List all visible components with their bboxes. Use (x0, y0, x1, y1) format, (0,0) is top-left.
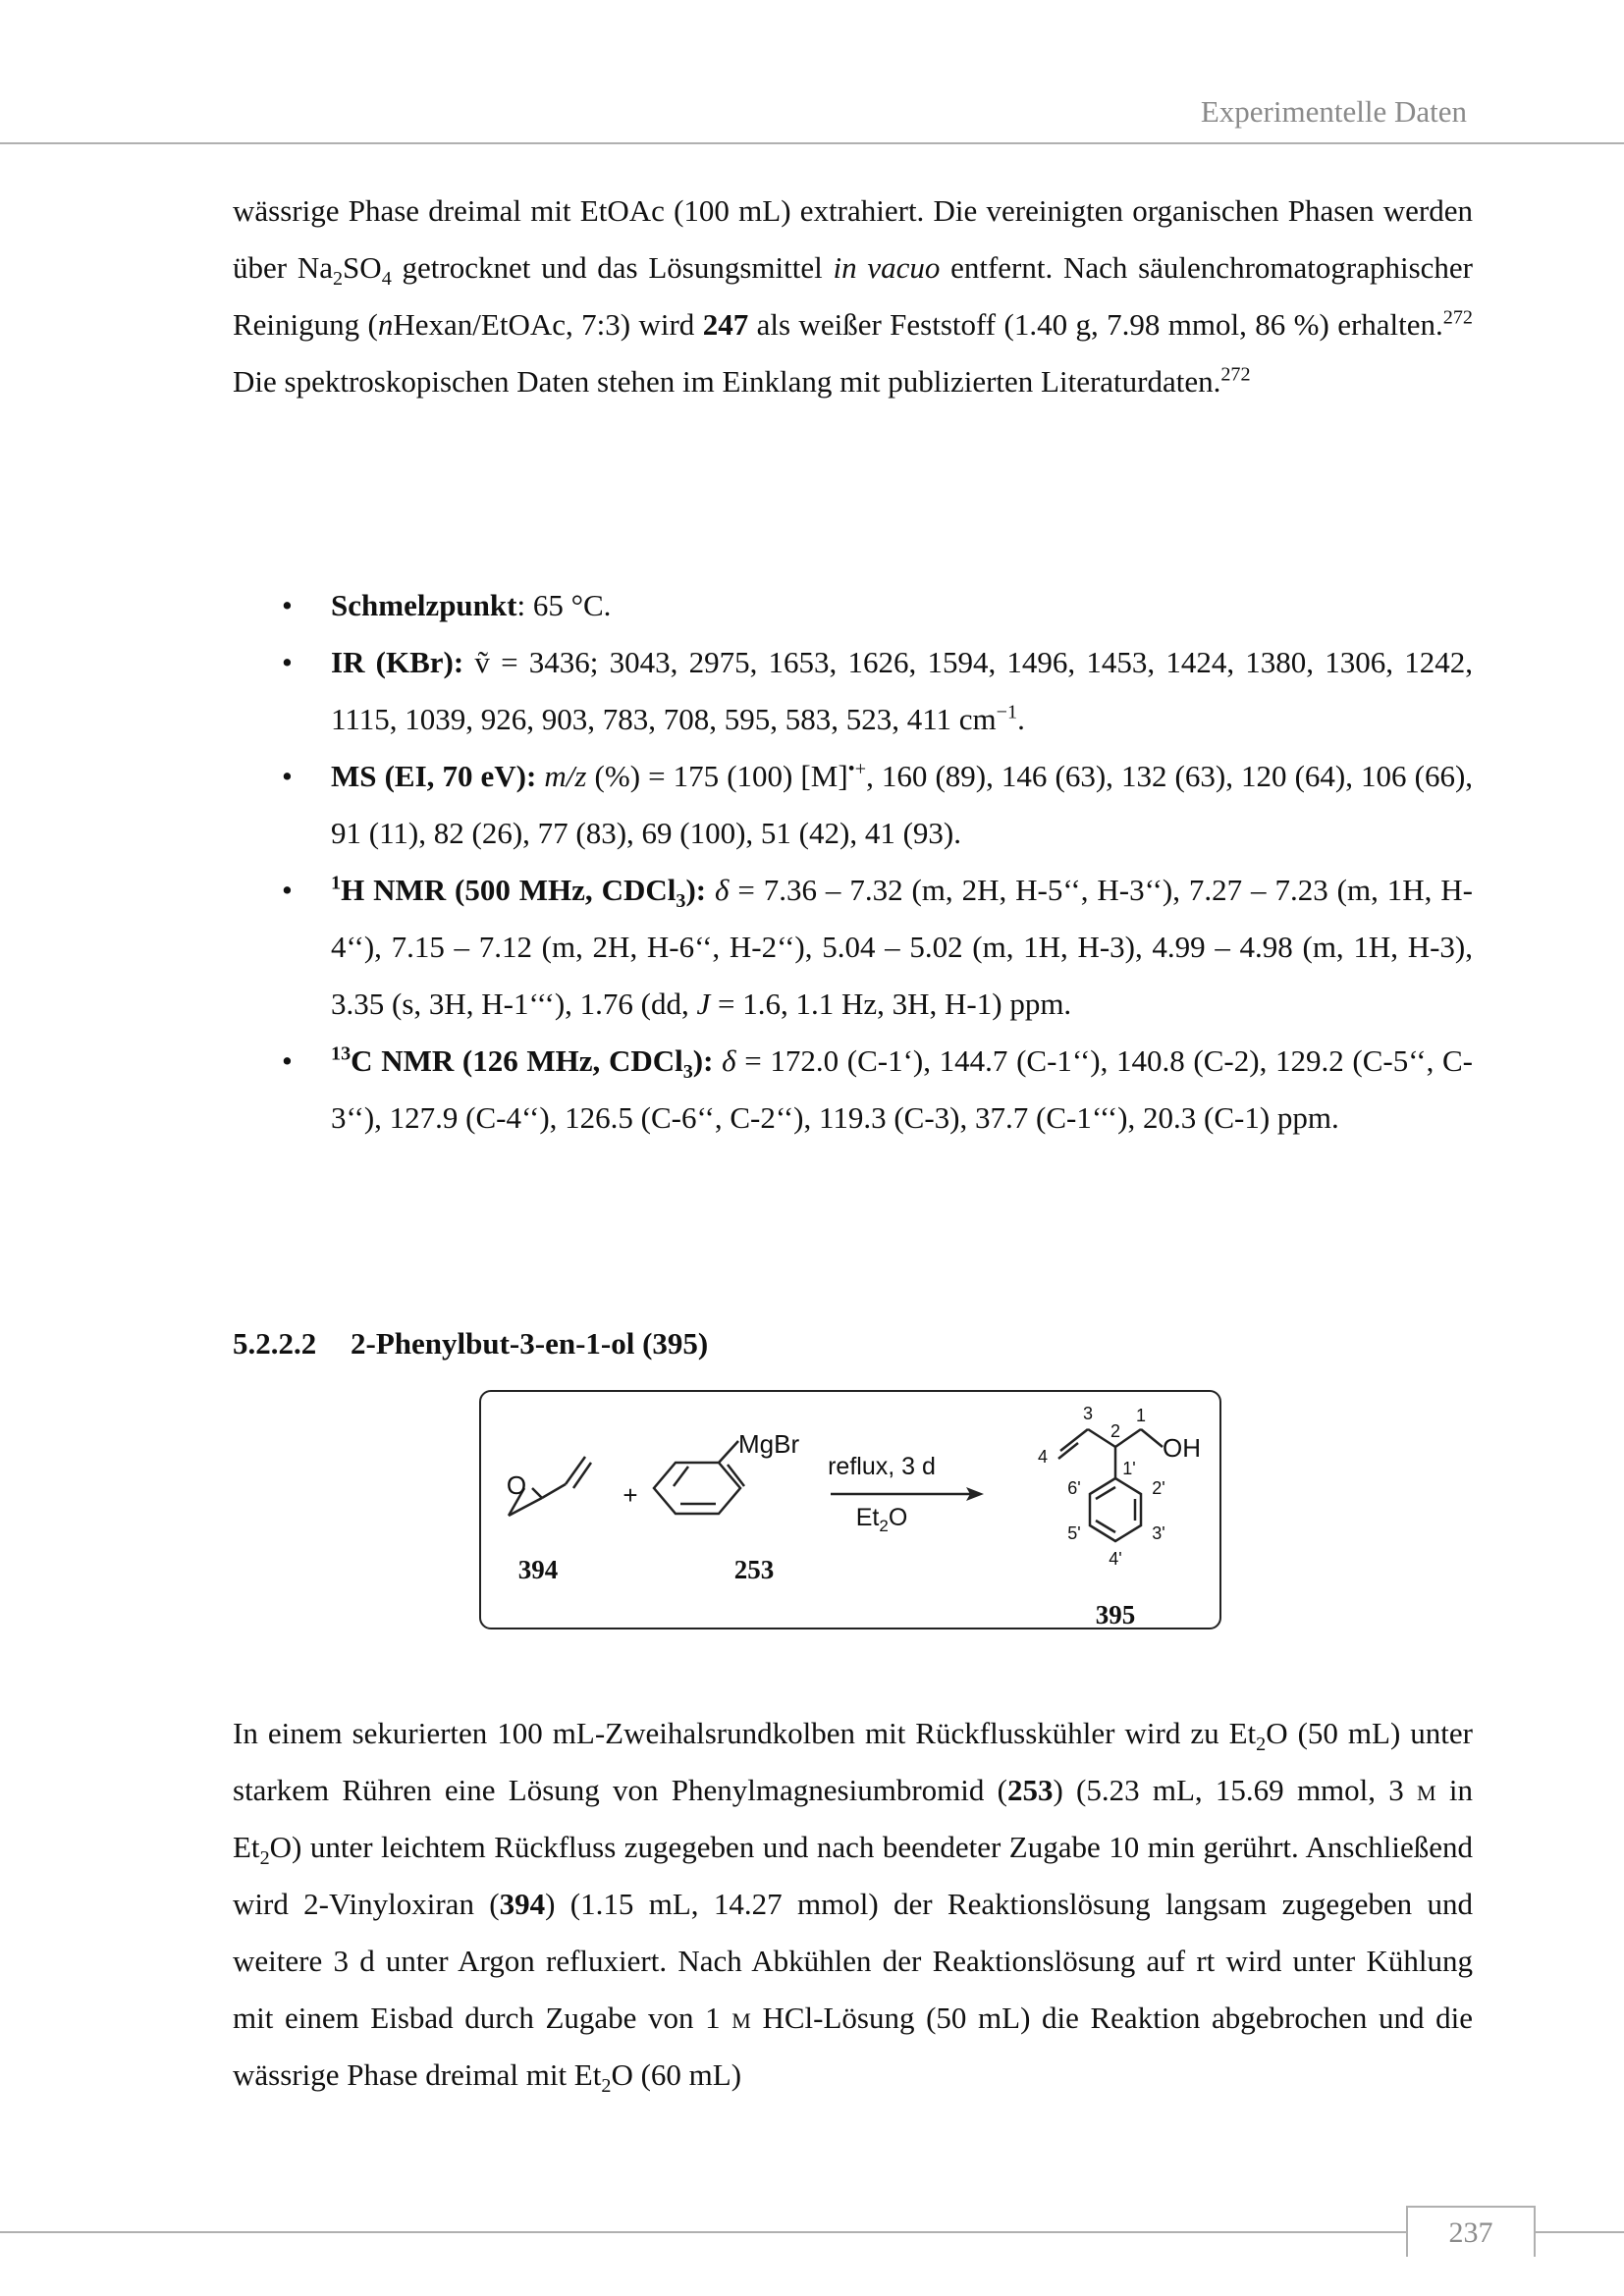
locant-4: 4 (1037, 1447, 1049, 1467)
phenyl-ring (654, 1441, 744, 1514)
conditions-bottom: $Et_2O$ (855, 1504, 908, 1535)
locant-2-prime: 2' (1152, 1478, 1165, 1498)
citation-ref: 272 (1220, 363, 1251, 386)
citation-ref: 272 (1442, 306, 1473, 329)
locant-3: 3 (1082, 1404, 1094, 1423)
locant-5-prime: 5' (1067, 1523, 1081, 1543)
characterization-list (233, 577, 1473, 1147)
section-heading: 5.2.2.2 2-Phenylbut-3-en-1-ol (395) (233, 1326, 709, 1361)
oxygen-atom-label: O (506, 1470, 527, 1500)
locant-1: 1 (1135, 1406, 1147, 1425)
list-item-melting-point: • Schmelzpunkt: 65 °C. (233, 577, 1473, 634)
footer-rule (0, 2231, 1624, 2233)
plus-sign: + (623, 1480, 638, 1510)
paragraph-procedure: In einem sekurierten 100 mL-Zweihalsrundkolben mit Rückflusskühler wird zu $Et_2O$ (50 mL) unter starkem Rühren eine Lösung von Phenylmagnesiumbromid (253) (5.23 mL, 15.69 mmol, 3 m in $Et_2O$) unter leichtem Rückfluss zugegeben und nach beendeter Zugabe 10 min gerührt. Anschließend wird 2-Vinyloxiran (394) (1.15 mL, 14.27 mmol) der Reaktionslösung langsam zugegeben und weitere 3 d unter Argon refluxiert. Nach Abkühlen der Reaktionslösung auf rt wird unter Kühlung mit einem Eisbad durch Zugabe von 1 m HCl-Lösung (50 mL) die Reaktion abgebrochen und die wässrige Phase dreimal mit $Et_2O$ (60 mL) (233, 1716, 1473, 2098)
list-item-1h-nmr: • $^1$H NMR (500 MHz, CDCl$_3$): δ = 7.36 – 7.32 (m, 2H, H-5‘‘, H-3‘‘), 7.27 – 7.23 (m, 1H, H-4‘‘), 7.15 – 7.12 (m, 2H, H-6‘‘, H-2‘‘), 5.04 – 5.02 (m, 1H, H-3), 4.99 – 4.98 (m, 1H, H-3), 3.35 (s, 3H, H-1‘‘‘), 1.76 (dd, J = 1.6, 1.1 Hz, 3H, H-1) ppm. (233, 862, 1473, 1033)
locant-6-prime: 6' (1067, 1478, 1081, 1498)
compound-label-395: 395 (1095, 1600, 1136, 1629)
list-item-13c-nmr: • $^{13}$C NMR (126 MHz, CDCl$_3$): δ = 172.0 (C-1‘), 144.7 (C-1‘‘), 140.8 (C-2), 129.2 (C-5‘‘, C-3‘‘), 127.9 (C-4‘‘), 126.5 (C-6‘‘, C-2‘‘), 119.3 (C-3), 37.7 (C-1‘‘‘), 20.3 (C-1) ppm. (233, 1033, 1473, 1147)
locant-4-prime: 4' (1109, 1549, 1122, 1569)
page-number: 237 (1406, 2206, 1536, 2257)
conditions-top: reflux, 3 d (828, 1453, 936, 1480)
paragraph-workup: wässrige Phase dreimal mit EtOAc (100 mL) extrahiert. Die vereinigten organischen Phasen werden über $Na_2SO_4$ getrocknet und das Lösungsmittel in vacuo entfernt. Nach säulenchromatographischer Reinigung (nHexan/EtOAc, 7:3) wird 247 als weißer Feststoff (1.40 g, 7.98 mmol, 86 %) erhalten.$^{272}$ Die spektroskopischen Daten stehen im Einklang mit publizierten Literaturdaten.$^{272}$ (233, 193, 1473, 399)
locant-2: 2 (1110, 1421, 1121, 1441)
hydroxyl-group-label: OH (1163, 1433, 1201, 1463)
locant-1-prime: 1' (1122, 1459, 1136, 1478)
list-item-ir: • IR (KBr): ṽ = 3436; 3043, 2975, 1653, 1626, 1594, 1496, 1453, 1424, 1380, 1306, 1242, 1115, 1039, 926, 903, 783, 708, 595, 583, 523, 411 $cm^{-1}$. (233, 634, 1473, 748)
compound-label-394: 394 (517, 1555, 559, 1584)
reaction-arrow (831, 1487, 984, 1501)
compound-label-253: 253 (733, 1555, 775, 1584)
running-header: Experimentelle Daten (1200, 94, 1467, 129)
locant-3-prime: 3' (1152, 1523, 1165, 1543)
header-rule (0, 142, 1624, 144)
list-item-ms: • MS (EI, 70 eV): m/z (%) = 175 (100) [M]•+, 160 (89), 146 (63), 132 (63), 120 (64), 106 (66), 91 (11), 82 (26), 77 (83), 69 (100), 51 (42), 41 (93). (233, 748, 1473, 862)
reaction-scheme (479, 1390, 1221, 1629)
mgbr-group-label: MgBr (738, 1429, 800, 1459)
